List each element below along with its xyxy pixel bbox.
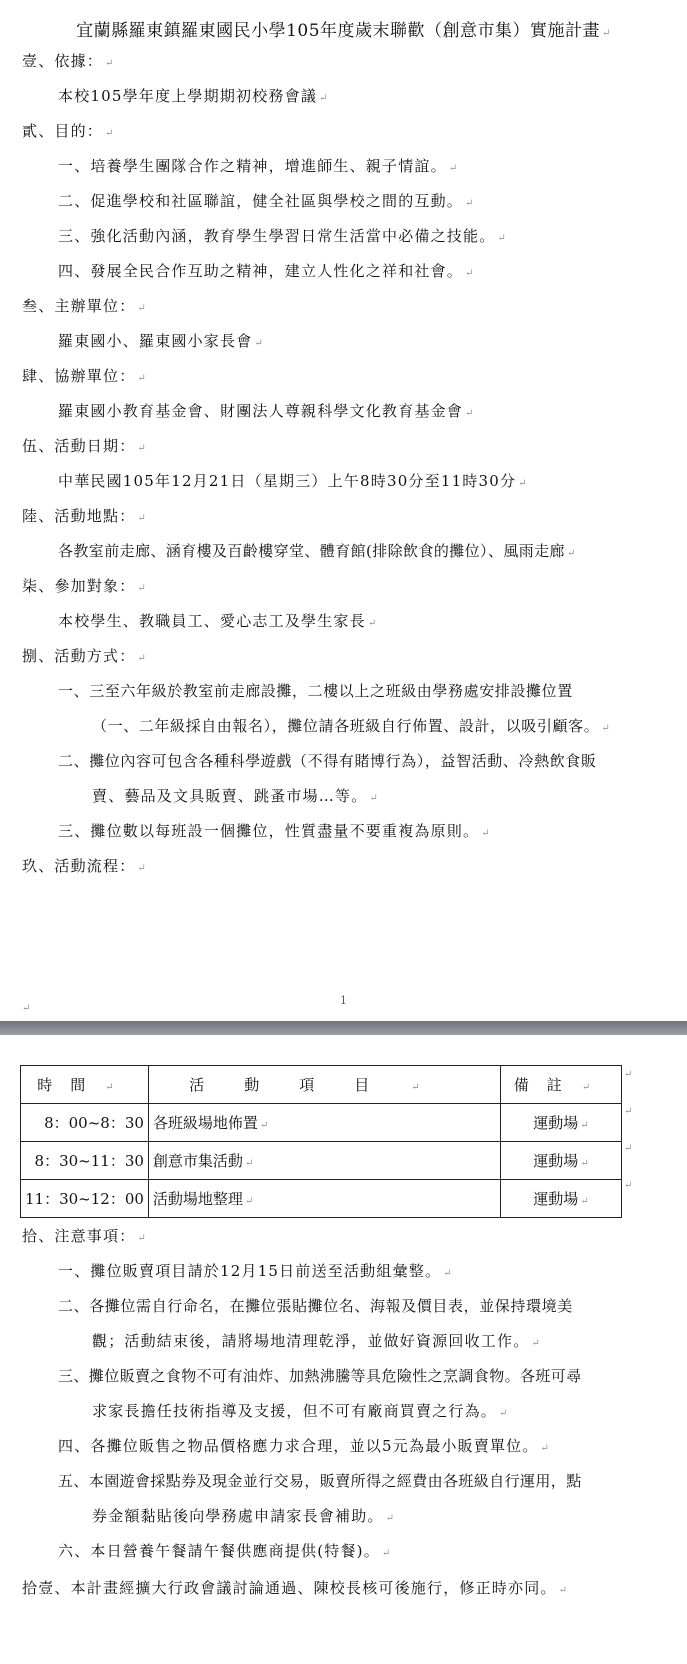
list-item: 三、強化活動內涵，教育學生學習日常生活當中必備之技能。 ↵ <box>58 227 507 245</box>
section-heading: 伍、活動日期： ↵ <box>22 437 147 455</box>
table-header-cell: 活動項目 ↵ <box>148 1066 500 1104</box>
section-heading: 貳、目的： ↵ <box>22 122 115 140</box>
table-row <box>21 1104 622 1142</box>
section-body: 本校學生、教職員工、愛心志工及學生家長 ↵ <box>58 612 378 630</box>
section-body: 各教室前走廊、涵育樓及百齡樓穿堂、體育館(排除飲食的攤位）、風雨走廊 ↵ <box>58 542 576 560</box>
page-number: 1 <box>340 994 347 1007</box>
list-item: 一、三至六年級於教室前走廊設攤，二樓以上之班級由學務處安排設攤位置 <box>58 682 573 700</box>
list-item: 二、各攤位需自行命名，在攤位張貼攤位名、海報及價目表，並保持環境美 <box>58 1297 573 1315</box>
time-cell: 8：30~11：30 <box>21 1142 149 1180</box>
table-row <box>21 1180 622 1218</box>
row-end-mark: ↵ <box>624 1143 633 1154</box>
section-heading: 柒、參加對象： ↵ <box>22 577 147 595</box>
section-heading: 捌、活動方式： ↵ <box>22 647 147 665</box>
list-item-continuation: 券金額黏貼後向學務處申請家長會補助。 ↵ <box>92 1507 396 1525</box>
section-heading: 壹、依據： ↵ <box>22 52 115 70</box>
table-header-cell: 備註 ↵ <box>501 1066 622 1104</box>
row-end-mark: ↵ <box>624 1069 633 1080</box>
time-cell: 11：30~12：00 <box>21 1180 149 1218</box>
list-item: 三、攤位販賣之食物不可有油炸、加熱沸騰等具危險性之烹調食物。各班可尋 <box>58 1367 582 1385</box>
activity-cell: 活動場地整理 ↵ <box>148 1180 500 1218</box>
section-body: 本校105學年度上學期期初校務會議 ↵ <box>58 87 329 105</box>
list-item-continuation: 賣、藝品及文具販賣、跳蚤市場…等。 ↵ <box>92 787 379 805</box>
list-item: 四、發展全民合作互助之精神，建立人性化之祥和社會。 ↵ <box>58 262 475 280</box>
list-item: 三、攤位數以每班設一個攤位，性質盡量不要重複為原則。 ↵ <box>58 822 491 840</box>
section-heading: 玖、活動流程： ↵ <box>22 857 147 875</box>
paragraph-mark: ↵ <box>22 1003 31 1014</box>
section-heading: 叁、主辦單位： ↵ <box>22 297 147 315</box>
row-end-mark: ↵ <box>624 1106 633 1117</box>
page-separator <box>0 1021 687 1035</box>
list-item: 二、促進學校和社區聯誼，健全社區與學校之間的互動。 ↵ <box>58 192 475 210</box>
list-item: 四、各攤位販售之物品價格應力求合理，並以5元為最小販賣單位。 ↵ <box>58 1437 551 1455</box>
section-body: 中華民國105年12月21日（星期三）上午8時30分至11時30分 ↵ <box>58 472 528 490</box>
activity-cell: 創意市集活動 ↵ <box>148 1142 500 1180</box>
activity-cell: 各班級場地佈置 ↵ <box>148 1104 500 1142</box>
list-item-continuation: （一、二年級採自由報名），攤位請各班級自行佈置、設計，以吸引顧客。 ↵ <box>92 717 611 735</box>
list-item: 六、本日營養午餐請午餐供應商提供(特餐)。 ↵ <box>58 1542 392 1560</box>
list-item-continuation: 求家長擔任技術指導及支援，但不可有廠商買賣之行為。 ↵ <box>92 1402 509 1420</box>
section-heading: 拾壹、本計畫經擴大行政會議討論通過、陳校長核可後施行，修正時亦同。 ↵ <box>22 1579 569 1597</box>
schedule-table <box>20 1065 622 1218</box>
section-heading: 陸、活動地點： ↵ <box>22 507 147 525</box>
table-header-cell: 時間 ↵ <box>21 1066 149 1104</box>
list-item: 二、攤位內容可包含各種科學遊戲（不得有賭博行為），益智活動、冷熱飲食販 <box>58 752 597 770</box>
list-item: 五、本園遊會採點券及現金並行交易，販賣所得之經費由各班級自行運用，點 <box>58 1472 582 1490</box>
row-end-mark: ↵ <box>624 1180 633 1191</box>
note-cell: 運動場 ↵ <box>501 1104 622 1142</box>
note-cell: 運動場 ↵ <box>501 1180 622 1218</box>
list-item-continuation: 觀；活動結束後，請將場地清理乾淨，並做好資源回收工作。 ↵ <box>92 1332 541 1350</box>
list-item: 一、培養學生團隊合作之精神，增進師生、親子情誼。 ↵ <box>58 157 459 175</box>
section-body: 羅東國小、羅東國小家長會 ↵ <box>58 332 264 350</box>
note-cell: 運動場 ↵ <box>501 1142 622 1180</box>
table-header-row <box>21 1066 622 1104</box>
section-heading: 拾、注意事項： ↵ <box>22 1227 147 1245</box>
document-title: 宜蘭縣羅東鎮羅東國民小學105年度歲末聯歡（創意市集）實施計畫 ↵ <box>76 21 611 41</box>
table-row <box>21 1142 622 1180</box>
section-body: 羅東國小教育基金會、財團法人尊親科學文化教育基金會 ↵ <box>58 402 475 420</box>
time-cell: 8：00~8：30 <box>21 1104 149 1142</box>
section-heading: 肆、協辦單位： ↵ <box>22 367 147 385</box>
list-item: 一、攤位販賣項目請於12月15日前送至活動組彙整。 ↵ <box>58 1262 453 1280</box>
